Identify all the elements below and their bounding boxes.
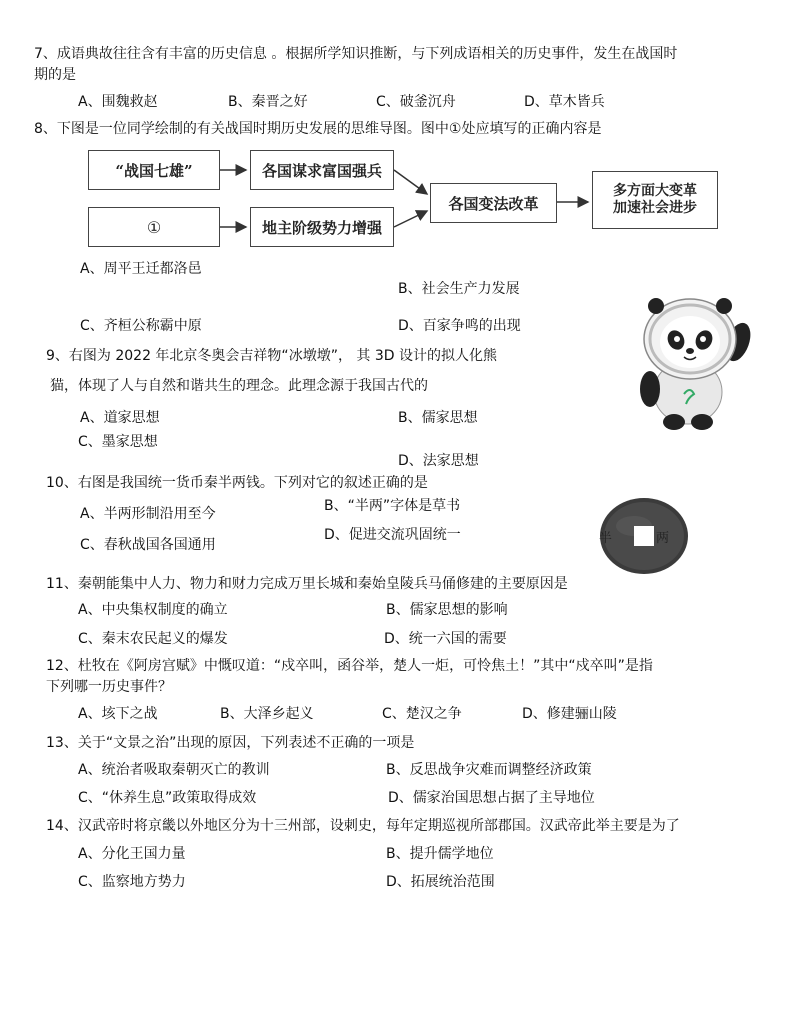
q10-option-c: C、春秋战国各国通用 bbox=[80, 537, 216, 553]
q9-option-c: C、墨家思想 bbox=[78, 434, 158, 450]
q8-option-d: D、百家争鸣的出现 bbox=[398, 318, 521, 334]
q13-option-b: B、反思战争灾难而调整经济政策 bbox=[386, 762, 592, 778]
q12-stem-line1: 12、杜牧在《阿房宫赋》中慨叹道：“戍卒叫，函谷举，楚人一炬，可怜焦土！”其中“戍卒叫”是指 bbox=[46, 658, 653, 674]
q7-option-c: C、破釜沉舟 bbox=[376, 94, 456, 110]
q9-option-a: A、道家思想 bbox=[80, 410, 160, 426]
q13-option-c: C、“休养生息”政策取得成效 bbox=[78, 790, 257, 806]
q12-stem-line2: 下列哪一历史事件？ bbox=[46, 679, 172, 695]
coin-inscription: 半 两 bbox=[598, 531, 690, 546]
q9-stem-line2: 猫，体现了人与自然和谐共生的理念。此理念源于我国古代的 bbox=[50, 378, 428, 394]
ban-liang-coin-image bbox=[598, 496, 690, 576]
q11-stem: 11、秦朝能集中人力、物力和财力完成万里长城和秦始皇陵兵马俑修建的主要原因是 bbox=[46, 576, 568, 592]
q9-stem-line1: 9、右图为 2022 年北京冬奥会吉祥物“冰墩墩”， 其 3D 设计的拟人化熊 bbox=[46, 348, 497, 364]
q13-option-a: A、统治者吸取秦朝灭亡的教训 bbox=[78, 762, 270, 778]
diagram-box-blank: ① bbox=[88, 207, 220, 247]
q10-option-d: D、促进交流巩固统一 bbox=[324, 527, 461, 543]
q7-option-a: A、围魏救赵 bbox=[78, 94, 158, 110]
q13-option-d: D、儒家治国思想占据了主导地位 bbox=[388, 790, 595, 806]
arrow-3 bbox=[394, 170, 427, 194]
q9-option-d: D、法家思想 bbox=[398, 453, 479, 469]
diagram-box-reform: 各国变法改革 bbox=[430, 183, 557, 223]
q8-option-c: C、齐桓公称霸中原 bbox=[80, 318, 202, 334]
q8-option-b: B、社会生产力发展 bbox=[398, 281, 520, 297]
q14-option-b: B、提升儒学地位 bbox=[386, 846, 494, 862]
q13-stem: 13、关于“文景之治”出现的原因，下列表述不正确的一项是 bbox=[46, 735, 415, 751]
q14-stem: 14、汉武帝时将京畿以外地区分为十三州部，设刺史，每年定期巡视所部郡国。汉武帝此举主要是为了 bbox=[46, 818, 680, 834]
bing-dwen-dwen-image bbox=[628, 294, 754, 432]
arrow-4 bbox=[394, 211, 427, 227]
q10-option-b: B、“半两”字体是草书 bbox=[324, 498, 461, 514]
diagram-box-landlord: 地主阶级势力增强 bbox=[250, 207, 394, 247]
q11-option-c: C、秦末农民起义的爆发 bbox=[78, 631, 228, 647]
q8-option-a: A、周平王迁都洛邑 bbox=[80, 261, 202, 277]
q12-option-c: C、楚汉之争 bbox=[382, 706, 462, 722]
diagram-box-progress-line2: 加速社会进步 bbox=[613, 200, 697, 216]
q7-option-b: B、秦晋之好 bbox=[228, 94, 308, 110]
q11-option-d: D、统一六国的需要 bbox=[384, 631, 507, 647]
q10-option-a: A、半两形制沿用至今 bbox=[80, 506, 216, 522]
diagram-box-progress bbox=[592, 171, 718, 229]
diagram-box-progress-line1: 多方面大变革 bbox=[613, 183, 697, 199]
q11-option-b: B、儒家思想的影响 bbox=[386, 602, 508, 618]
q7-option-d: D、草木皆兵 bbox=[524, 94, 605, 110]
q11-option-a: A、中央集权制度的确立 bbox=[78, 602, 228, 618]
q9-option-b: B、儒家思想 bbox=[398, 410, 478, 426]
q7-stem-line1: 7、成语典故往往含有丰富的历史信息 。根据所学知识推断，与下列成语相关的历史事件，发生在战国时 bbox=[34, 46, 678, 62]
q8-stem: 8、下图是一位同学绘制的有关战国时期历史发展的思维导图。图中①处应填写的正确内容是 bbox=[34, 121, 602, 137]
diagram-box-warring-states: “战国七雄” bbox=[88, 150, 220, 190]
q12-option-d: D、修建骊山陵 bbox=[522, 706, 617, 722]
q14-option-a: A、分化王国力量 bbox=[78, 846, 186, 862]
q14-option-c: C、监察地方势力 bbox=[78, 874, 186, 890]
q12-option-b: B、大泽乡起义 bbox=[220, 706, 314, 722]
q14-option-d: D、拓展统治范围 bbox=[386, 874, 495, 890]
diagram-box-rich-strong: 各国谋求富国强兵 bbox=[250, 150, 394, 190]
q10-stem: 10、右图是我国统一货币秦半两钱。下列对它的叙述正确的是 bbox=[46, 475, 428, 491]
q12-option-a: A、垓下之战 bbox=[78, 706, 158, 722]
q7-stem-line2: 期的是 bbox=[34, 67, 76, 83]
